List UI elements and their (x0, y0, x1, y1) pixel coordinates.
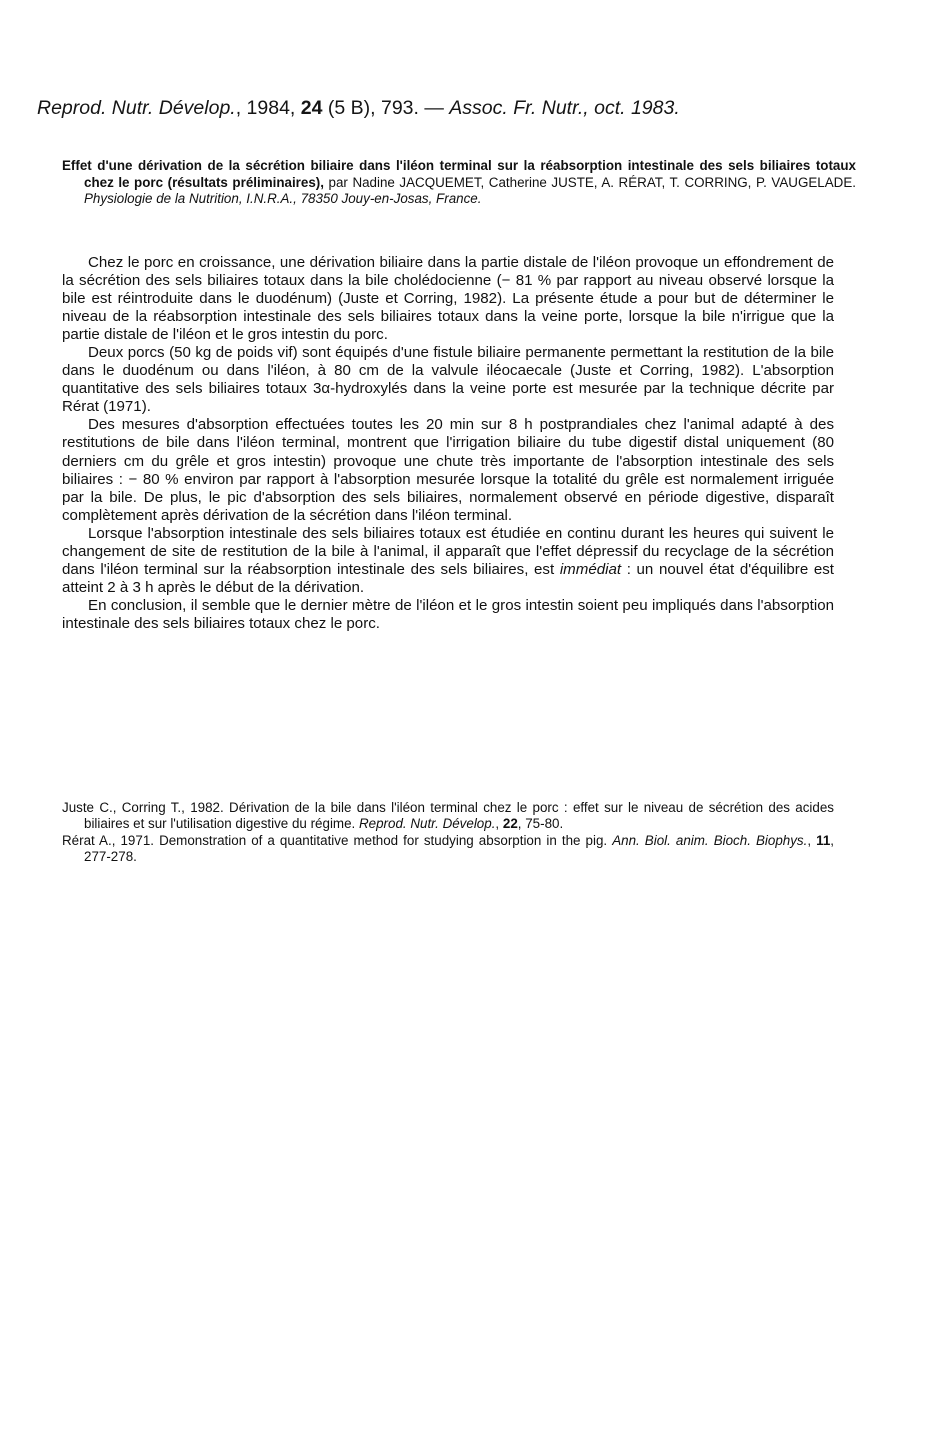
reference-volume: 11 (816, 832, 831, 848)
article-authors: par Nadine JACQUEMET, Catherine JUSTE, A. RÉRAT, T. CORRING, P. VAUGELADE. (323, 174, 857, 190)
reference-separator: , (807, 832, 817, 848)
header-issue-pages: (5 B), 793. — (322, 97, 450, 119)
reference-journal: Reprod. Nutr. Dévelop. (358, 816, 496, 832)
reference-list (62, 800, 834, 866)
header-meeting: Assoc. Fr. Nutr., oct. 1983. (449, 97, 680, 119)
article-body (62, 254, 834, 633)
body-paragraph-3: Des mesures d'absorption effectuées toutes les 20 min sur 8 h postprandiales chez l'animal adapté à des restitutions de bile dans l'iléon terminal, montrent que l'irrigation biliaire du tube digestif distal uniquement (80 derniers cm du grêle et gros intestin) provoque une chute très importante de l'absorption intestinale des sels biliaires : − 80 % environ par rapport à l'absorption mesurée lorsque la totalité du grêle est normalement irriguée par la bile. De plus, le pic d'absorption des sels biliaires, normalement observé en période digestive, disparaît complètement après dérivation de la sécrétion dans l'iléon terminal. (62, 416, 834, 524)
reference-separator: , (495, 816, 503, 832)
reference-journal: Ann. Biol. anim. Bioch. Biophys. (612, 832, 808, 848)
reference-authors: Juste C., Corring T., 1982. (62, 800, 230, 815)
reference-title: Dérivation de la bile dans l'iléon terminal chez le porc : effet sur le niveau de sécrétion des acides biliaires et sur l'utilisation digestive du régime. (84, 800, 835, 832)
article-affiliation: Physiologie de la Nutrition, I.N.R.A., 78350 Jouy-en-Josas, France. (84, 191, 482, 207)
reference-item (62, 833, 834, 866)
article-title: Effet d'une dérivation de la sécrétion biliaire dans l'iléon terminal sur la réabsorption intestinale des sels biliaires totaux chez le porc (résultats préliminaires), (62, 158, 856, 190)
reference-pages: , 277-278. (84, 832, 834, 865)
article-heading (62, 158, 856, 208)
body-paragraph-1: Chez le porc en croissance, une dérivation biliaire dans la partie distale de l'iléon provoque un effondrement de la sécrétion des sels biliaires totaux dans la bile cholédocienne (− 81 % par rapport au niveau observé lorsque la bile est réintroduite dans le duodénum) (Juste et Corring, 1982). La présente étude a pour but de déterminer le niveau de la réabsorption intestinale des sels biliaires totaux dans la veine porte, lorsque la bile n'irrigue que la partie distale de l'iléon et le gros intestin du porc. (62, 254, 834, 344)
reference-item (62, 800, 834, 833)
body-paragraph-4 (62, 525, 834, 597)
body-paragraph-5: En conclusion, il semble que le dernier mètre de l'iléon et le gros intestin soient peu impliqués dans l'absorption intestinale des sels biliaires totaux chez le porc. (62, 596, 834, 632)
journal-name: Reprod. Nutr. Dévelop. (37, 97, 236, 119)
reference-title: Demonstration of a quantitative method for studying absorption in the pig. (159, 832, 613, 848)
body-paragraph-4-part-a: Lorsque l'absorption intestinale des sels biliaires totaux est étudiée en continu durant les heures qui suivent le changement de site de restitution de la bile à l'animal, il apparaît que l'effet dépressif du recyclage de la sécrétion dans l'iléon terminal sur la réabsorption intestinale des sels biliaires, est (62, 524, 834, 578)
running-header (37, 96, 857, 120)
reference-volume: 22 (502, 816, 518, 832)
body-paragraph-4-emphasis: immédiat (559, 560, 622, 578)
reference-authors: Rérat A., 1971. (62, 832, 160, 848)
body-paragraph-2: Deux porcs (50 kg de poids vif) sont équipés d'une fistule biliaire permanente permettant la restitution de la bile dans le duodénum ou dans l'iléon, à 80 cm de la valvule iléocaecale (Juste et Corring, 1982). L'absorption quantitative des sels biliaires totaux 3α-hydroxylés dans la veine porte est mesurée par la technique décrite par Rérat (1971). (62, 344, 834, 416)
body-paragraph-4-part-b: : un nouvel état d'équilibre est atteint 2 à 3 h après le début de la dérivation. (62, 560, 834, 596)
reference-pages: , 75-80. (517, 816, 564, 832)
header-year: , 1984, (235, 97, 301, 119)
header-volume: 24 (300, 97, 323, 119)
